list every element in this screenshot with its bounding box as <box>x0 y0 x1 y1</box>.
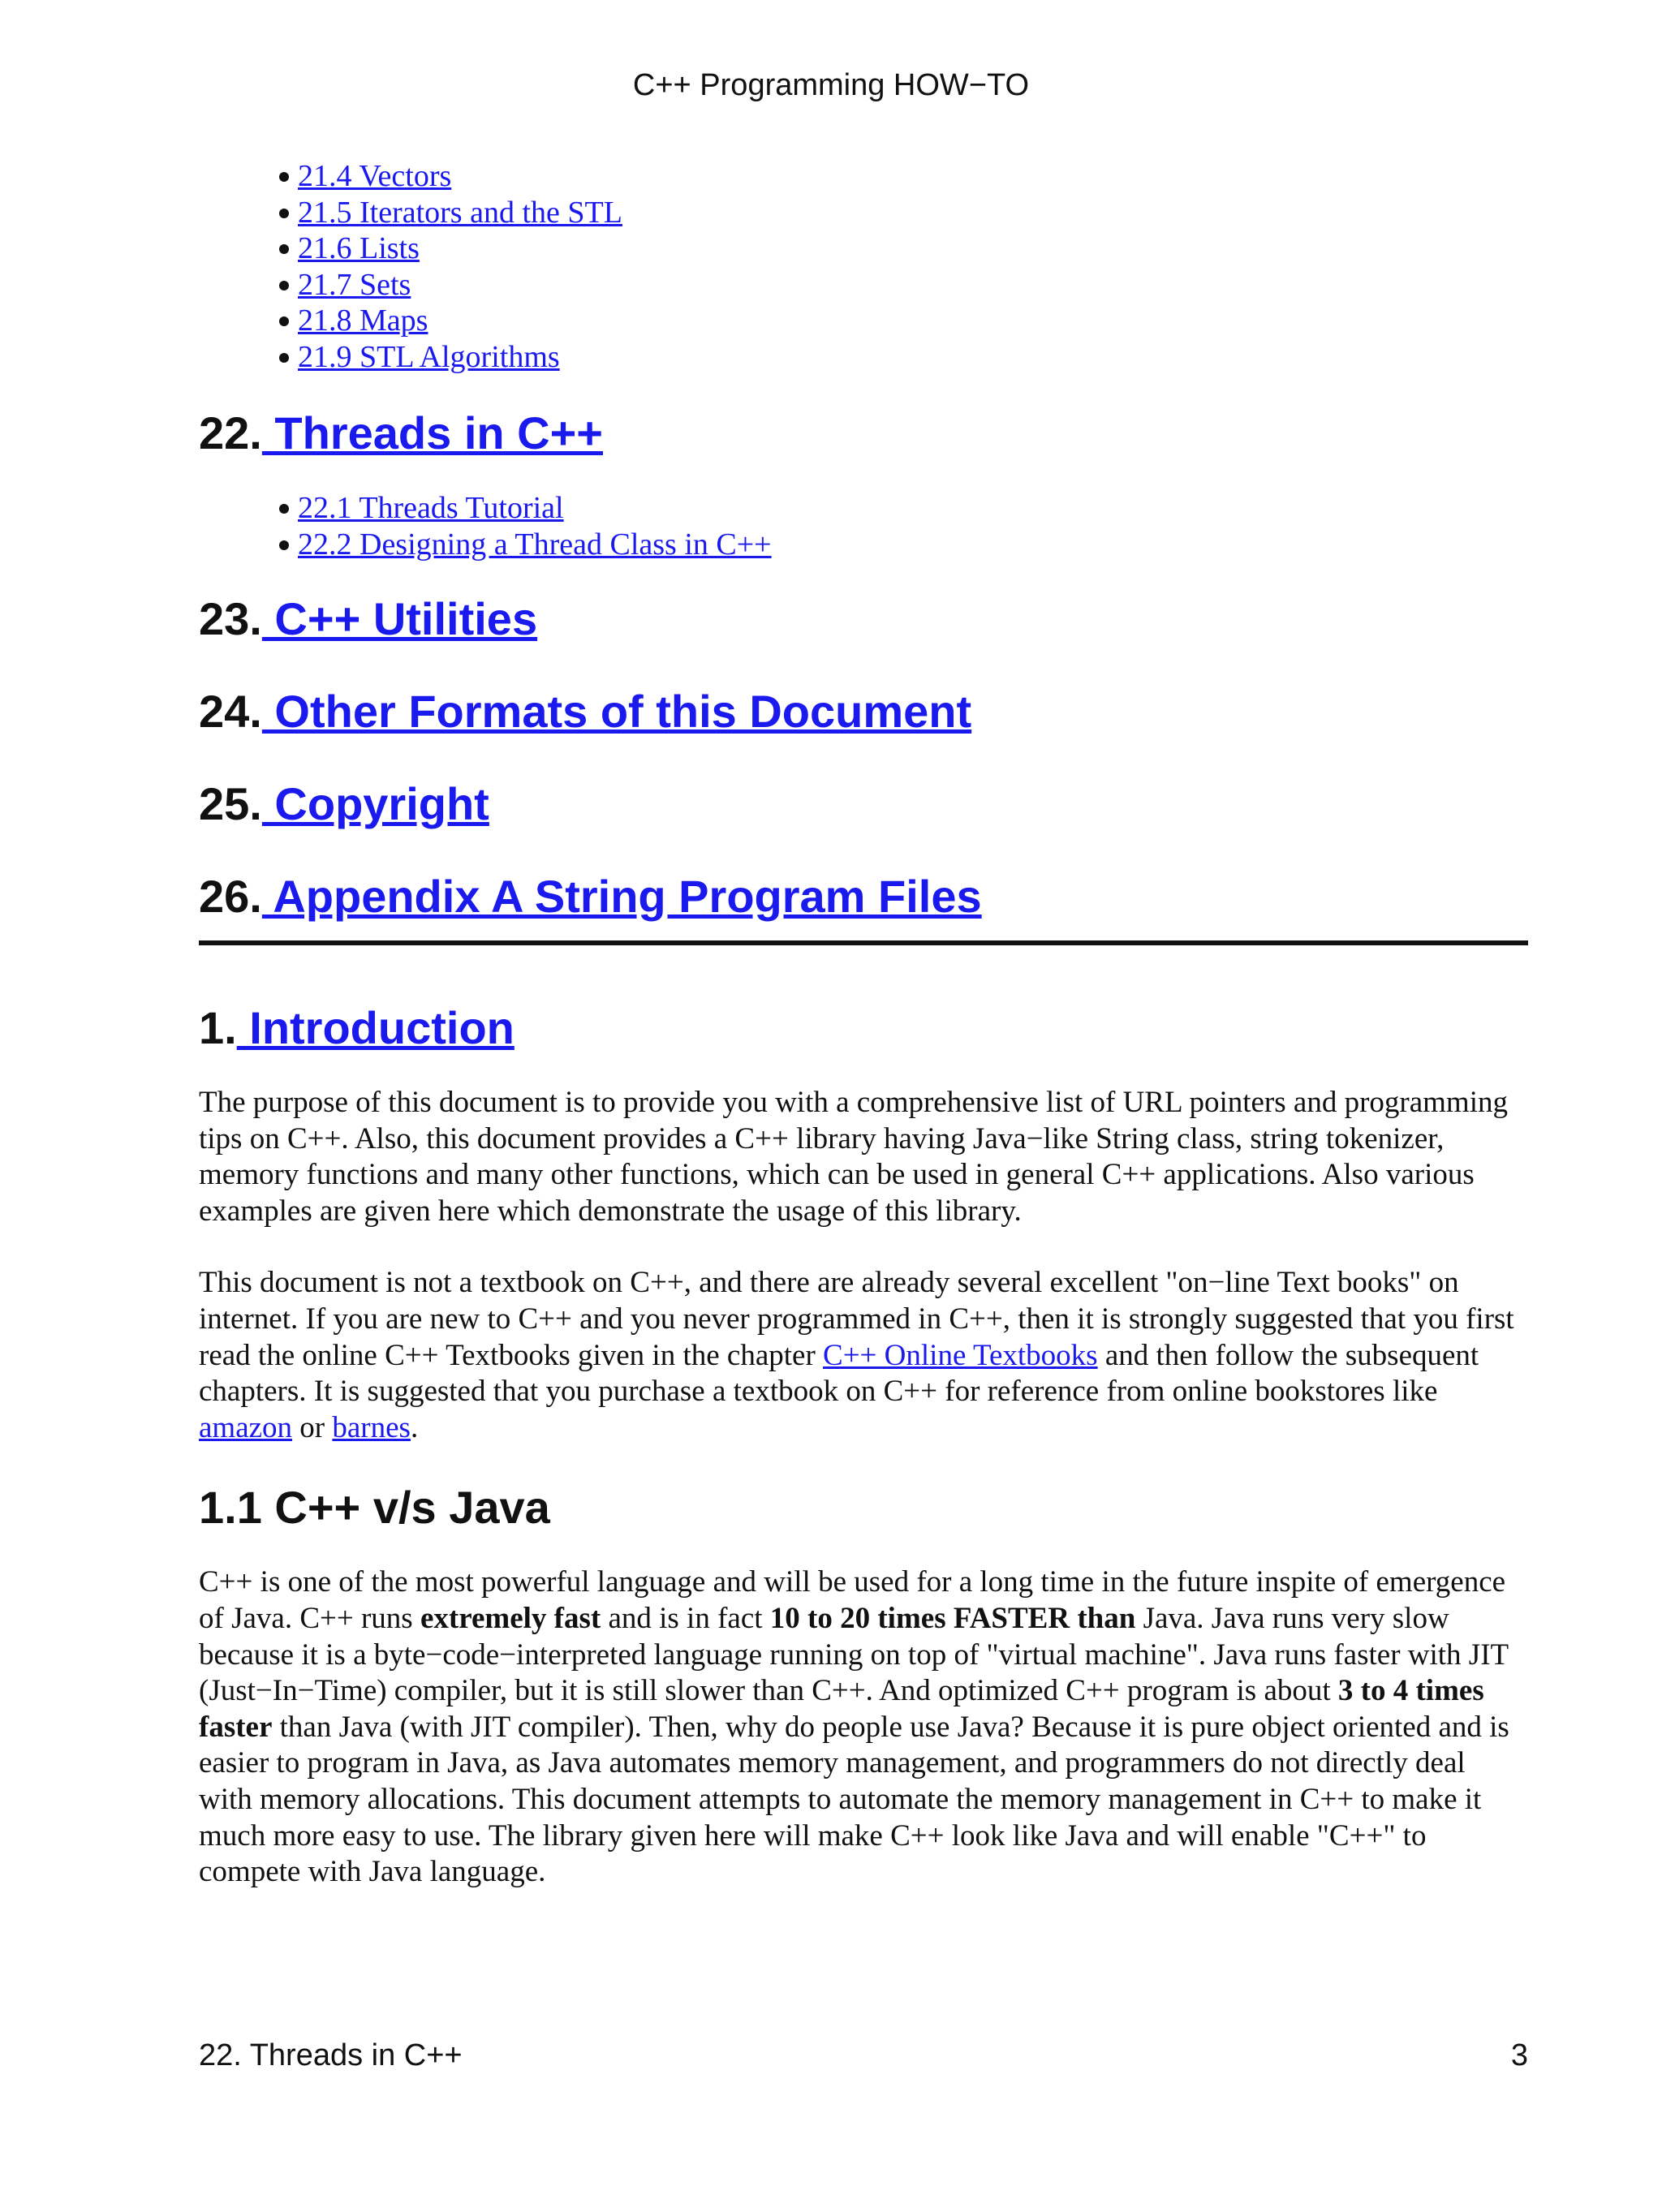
toc-link-25[interactable]: Copyright <box>261 778 489 829</box>
text-run: or <box>292 1410 333 1444</box>
section-heading-cpp-vs-java: 1.1 C++ v/s Java <box>199 1482 550 1534</box>
toc-number: 22. <box>199 407 262 458</box>
toc-link-21-7[interactable]: 21.7 Sets <box>298 267 411 302</box>
toc-link-23[interactable]: C++ Utilities <box>261 593 538 644</box>
page-content <box>199 158 1530 1891</box>
intro-paragraph-1 <box>199 1085 1530 1229</box>
cpp-online-textbooks-link[interactable]: C++ Online Textbooks <box>823 1338 1098 1372</box>
text-run: than Java (with JIT compiler). Then, why do people use Java? Because it is pure object oriented and is <box>272 1710 1509 1744</box>
barnes-link[interactable]: barnes <box>332 1410 411 1444</box>
text-run: . <box>410 1410 419 1444</box>
text-run: and then follow the subsequent <box>1097 1338 1479 1372</box>
intro-paragraph-2 <box>199 1265 1530 1446</box>
toc-item <box>298 490 1530 527</box>
bold-text: faster <box>199 1710 273 1744</box>
text-run: and is in fact <box>601 1601 770 1635</box>
paragraph-line <box>199 1673 1530 1710</box>
paragraph-line: The purpose of this document is to provide you with a comprehensive list of URL pointers and programming <box>199 1086 1508 1119</box>
paragraph-line: internet. If you are new to C++ and you never programmed in C++, then it is strongly suggested that you first <box>199 1302 1514 1336</box>
paragraph-line: This document is not a textbook on C++, and there are already several excellent "on−line Text books" on <box>199 1266 1459 1300</box>
toc-link-21-8[interactable]: 21.8 Maps <box>298 303 428 338</box>
toc-number: 23. <box>199 593 262 644</box>
toc-item <box>298 527 1530 563</box>
toc-21-subsections <box>199 158 1530 375</box>
toc-number: 24. <box>199 686 262 737</box>
toc-item <box>298 158 1530 195</box>
horizontal-rule <box>199 940 1528 945</box>
paragraph-line: with memory allocations. This document attempts to automate the memory management in C++ to make it <box>199 1782 1482 1816</box>
toc-link-21-5[interactable]: 21.5 Iterators and the STL <box>298 195 622 230</box>
toc-item <box>298 230 1530 267</box>
text-run: of Java. C++ runs <box>199 1601 420 1635</box>
paragraph-line <box>199 1601 1530 1637</box>
toc-link-22[interactable]: Threads in C++ <box>261 407 603 458</box>
toc-item <box>298 303 1530 339</box>
bold-text: extremely fast <box>420 1601 601 1635</box>
paragraph-line: tips on C++. Also, this document provides a C++ library having Java−like String class, string tokenizer, <box>199 1121 1445 1155</box>
toc-link-21-4[interactable]: 21.4 Vectors <box>298 159 452 193</box>
toc-22-subsections <box>199 490 1530 562</box>
text-run: Java. Java runs very slow <box>1135 1601 1449 1635</box>
paragraph-line: examples are given here which demonstrate the usage of this library. <box>199 1194 1022 1228</box>
toc-item <box>298 339 1530 376</box>
toc-number: 26. <box>199 871 262 922</box>
running-header: C++ Programming HOW−TO <box>632 68 1030 102</box>
toc-heading-23 <box>199 593 1530 645</box>
footer-section-title: 22. Threads in C++ <box>199 2038 463 2072</box>
toc-item <box>298 195 1530 231</box>
paragraph-line <box>199 1710 1530 1746</box>
toc-heading-22 <box>199 407 1530 459</box>
amazon-link[interactable]: amazon <box>199 1410 293 1444</box>
toc-link-21-6[interactable]: 21.6 Lists <box>298 231 420 265</box>
bold-text: 10 to 20 times FASTER than <box>769 1601 1136 1635</box>
paragraph-line: C++ is one of the most powerful language and will be used for a long time in the future inspite of emergence <box>199 1565 1506 1599</box>
paragraph-line: because it is a byte−code−interpreted language running on top of "virtual machine". Java runs faster with JIT <box>199 1637 1509 1672</box>
toc-heading-26 <box>199 871 1530 923</box>
paragraph-line: compete with Java language. <box>199 1855 546 1889</box>
toc-link-22-2[interactable]: 22.2 Designing a Thread Class in C++ <box>298 527 772 562</box>
paragraph-line: easier to program in Java, as Java automates memory management, and programmers do not directly deal <box>199 1746 1466 1780</box>
paragraph-line <box>199 1410 1530 1447</box>
cpp-vs-java-paragraph <box>199 1564 1530 1890</box>
toc-link-26[interactable]: Appendix A String Program Files <box>261 871 982 922</box>
text-run: (Just−In−Time) compiler, but it is still slower than C++. And optimized C++ program is about <box>199 1674 1338 1708</box>
toc-heading-25 <box>199 778 1530 830</box>
toc-link-21-9[interactable]: 21.9 STL Algorithms <box>298 339 560 374</box>
toc-heading-24 <box>199 686 1530 738</box>
text-run: read the online C++ Textbooks given in the chapter <box>199 1338 824 1372</box>
toc-number: 25. <box>199 778 262 829</box>
toc-link-22-1[interactable]: 22.1 Threads Tutorial <box>298 491 564 525</box>
bold-text: 3 to 4 times <box>1337 1674 1484 1708</box>
running-footer <box>199 2038 1528 2073</box>
paragraph-line: chapters. It is suggested that you purchase a textbook on C++ for reference from online bookstores like <box>199 1375 1438 1409</box>
section-heading-introduction <box>199 1002 1530 1054</box>
paragraph-line <box>199 1338 1530 1375</box>
toc-link-24[interactable]: Other Formats of this Document <box>261 686 972 737</box>
section-link-introduction[interactable]: Introduction <box>236 1002 515 1053</box>
paragraph-line: memory functions and many other functions, which can be used in general C++ applications. Also various <box>199 1158 1475 1192</box>
page-number: 3 <box>1510 2038 1528 2072</box>
section-number: 1. <box>199 1002 237 1053</box>
paragraph-line: much more easy to use. The library given here will make C++ look like Java and will enable "C++" to <box>199 1818 1427 1853</box>
toc-item <box>298 267 1530 303</box>
